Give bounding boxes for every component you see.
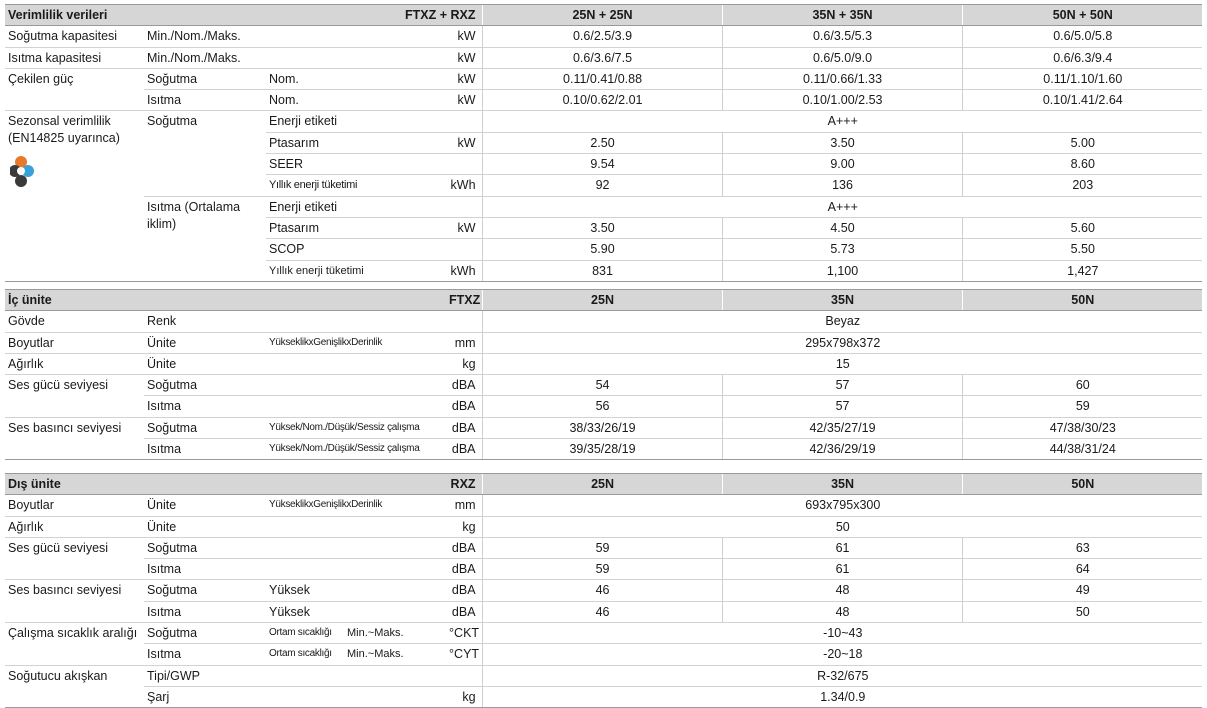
table-row: [5, 559, 1202, 580]
row-unit: dBA: [446, 396, 482, 417]
column-header: 35N + 35N: [722, 5, 962, 26]
table-row: [5, 26, 1202, 47]
table-row: [5, 439, 1202, 460]
cell-value: 8.60: [962, 154, 1202, 175]
column-header: 50N: [962, 290, 1202, 311]
cell-value: 59: [482, 537, 722, 558]
row-unit: °CKT: [446, 623, 482, 644]
cell-value: R-32/675: [482, 665, 1202, 686]
efficiency-model-label: FTXZ + RXZ: [446, 5, 482, 26]
column-header: 50N: [962, 474, 1202, 495]
cell-value: 92: [482, 175, 722, 196]
cell-value: 1.34/0.9: [482, 686, 1202, 707]
outdoor-unit-table: [5, 473, 1202, 708]
row-unit: kW: [446, 132, 482, 153]
cell-value: 49: [962, 580, 1202, 601]
row-sub: Yıllık enerji tüketimi: [266, 175, 446, 196]
row-unit: kWh: [446, 260, 482, 281]
table-row: [5, 332, 1202, 353]
outdoor-header-row: [5, 474, 1202, 495]
row-sub: Ptasarım: [266, 132, 446, 153]
efficiency-header-row: [5, 5, 1202, 26]
cell-value: 54: [482, 375, 722, 396]
table-row: [5, 537, 1202, 558]
row-unit: mm: [446, 332, 482, 353]
cell-value: 0.6/6.3/9.4: [962, 47, 1202, 68]
row-detail: Ortam sıcaklığı: [266, 623, 344, 644]
row-unit: kg: [446, 686, 482, 707]
table-row: [5, 601, 1202, 622]
cell-value: 1,427: [962, 260, 1202, 281]
row-unit: [446, 196, 482, 217]
row-sub: Renk: [144, 311, 446, 332]
row-label: Isıtma kapasitesi: [5, 47, 144, 68]
table-row: [5, 516, 1202, 537]
cell-value: 5.73: [722, 239, 962, 260]
cell-value: 46: [482, 580, 722, 601]
row-sub: Ünite: [144, 495, 266, 516]
cell-value: 3.50: [722, 132, 962, 153]
row-mode: Isıtma: [144, 559, 446, 580]
cell-value: 0.11/0.41/0.88: [482, 68, 722, 89]
row-unit: kW: [446, 90, 482, 111]
table-row: [5, 665, 1202, 686]
table-row: [5, 644, 1202, 665]
cell-value: 0.11/1.10/1.60: [962, 68, 1202, 89]
row-mode: Soğutma: [144, 623, 266, 644]
row-sub: Ünite: [144, 332, 266, 353]
cell-value: 61: [722, 559, 962, 580]
row-label: Çalışma sıcaklık aralığı: [5, 623, 144, 666]
row-unit: dBA: [446, 375, 482, 396]
cell-value: 60: [962, 375, 1202, 396]
row-unit: dBA: [446, 439, 482, 460]
row-detail: YükseklikxGenişlikxDerinlik: [266, 495, 446, 516]
table-row: [5, 396, 1202, 417]
cell-value: 0.10/1.00/2.53: [722, 90, 962, 111]
cell-value: Beyaz: [482, 311, 1202, 332]
column-header: 25N: [482, 290, 722, 311]
row-unit: [446, 239, 482, 260]
table-row: [5, 68, 1202, 89]
cell-value: 136: [722, 175, 962, 196]
row-sub: Şarj: [144, 686, 446, 707]
row-sub: Tipi/GWP: [144, 665, 446, 686]
table-row: [5, 417, 1202, 438]
indoor-header-row: [5, 290, 1202, 311]
row-detail: Yüksek/Nom./Düşük/Sessiz çalışma: [266, 417, 446, 438]
cell-value: 203: [962, 175, 1202, 196]
row-sub: Nom.: [266, 90, 446, 111]
cell-value: 0.11/0.66/1.33: [722, 68, 962, 89]
row-unit: [446, 154, 482, 175]
cell-value: 15: [482, 353, 1202, 374]
outdoor-model-label: RXZ: [446, 474, 482, 495]
cell-value: 57: [722, 375, 962, 396]
cell-value: 56: [482, 396, 722, 417]
cell-value: 46: [482, 601, 722, 622]
row-range: Min.~Maks.: [344, 644, 446, 665]
row-unit: kW: [446, 68, 482, 89]
row-detail: Yüksek/Nom./Düşük/Sessiz çalışma: [266, 439, 446, 460]
row-unit: [446, 111, 482, 132]
row-unit: dBA: [446, 601, 482, 622]
cell-value: 59: [482, 559, 722, 580]
row-unit: kWh: [446, 175, 482, 196]
row-sub: Enerji etiketi: [266, 196, 446, 217]
row-sub: SCOP: [266, 239, 446, 260]
cell-value: 5.00: [962, 132, 1202, 153]
row-label: Ses basıncı seviyesi: [5, 580, 144, 623]
cell-value: 63: [962, 537, 1202, 558]
table-row: [5, 196, 1202, 217]
row-sub: Yıllık enerji tüketimi: [266, 260, 446, 281]
row-label: Gövde: [5, 311, 144, 332]
cell-value: 64: [962, 559, 1202, 580]
table-row: [5, 580, 1202, 601]
row-sub: Ünite: [144, 516, 446, 537]
table-row: [5, 353, 1202, 374]
efficiency-title: Verimlilik verileri: [5, 5, 446, 26]
cell-value: 9.00: [722, 154, 962, 175]
row-unit: [446, 665, 482, 686]
energy-label-value: A+++: [482, 196, 1202, 217]
energy-label-value: A+++: [482, 111, 1202, 132]
column-header: 35N: [722, 290, 962, 311]
row-label: Soğutucu akışkan: [5, 665, 144, 708]
row-sub: Ptasarım: [266, 217, 446, 238]
row-unit: kW: [446, 26, 482, 47]
cell-value: 57: [722, 396, 962, 417]
row-unit: kW: [446, 47, 482, 68]
row-sub: Min./Nom./Maks.: [144, 47, 446, 68]
row-unit: kW: [446, 217, 482, 238]
seasonal-heating-mode: Isıtma (Ortalama iklim): [144, 196, 266, 281]
table-row: [5, 375, 1202, 396]
row-label: Boyutlar: [5, 332, 144, 353]
efficiency-table: [5, 4, 1202, 282]
row-mode: Isıtma: [144, 90, 266, 111]
cell-value: 42/36/29/19: [722, 439, 962, 460]
seasonal-efficiency-label: Sezonsal verimlilik (EN14825 uyarınca): [5, 111, 144, 281]
row-label: Ses gücü seviyesi: [5, 375, 144, 418]
cell-value: 0.6/3.5/5.3: [722, 26, 962, 47]
row-sub: Enerji etiketi: [266, 111, 446, 132]
cell-value: 0.10/0.62/2.01: [482, 90, 722, 111]
table-row: [5, 90, 1202, 111]
column-header: 35N: [722, 474, 962, 495]
row-unit: [446, 311, 482, 332]
column-header: 50N + 50N: [962, 5, 1202, 26]
cell-value: 2.50: [482, 132, 722, 153]
cell-value: 48: [722, 580, 962, 601]
row-detail: YükseklikxGenişlikxDerinlik: [266, 332, 446, 353]
cell-value: 0.6/5.0/5.8: [962, 26, 1202, 47]
row-unit: dBA: [446, 559, 482, 580]
cell-value: 4.50: [722, 217, 962, 238]
row-unit: dBA: [446, 417, 482, 438]
cell-value: 0.10/1.41/2.64: [962, 90, 1202, 111]
cell-value: 59: [962, 396, 1202, 417]
cell-value: 44/38/31/24: [962, 439, 1202, 460]
row-label: Ses basıncı seviyesi: [5, 417, 144, 460]
cell-value: 5.60: [962, 217, 1202, 238]
cell-value: 693x795x300: [482, 495, 1202, 516]
cell-value: 9.54: [482, 154, 722, 175]
cell-value: 1,100: [722, 260, 962, 281]
row-sub: Nom.: [266, 68, 446, 89]
cell-value: 50: [482, 516, 1202, 537]
cell-value: 0.6/3.6/7.5: [482, 47, 722, 68]
row-label: Boyutlar: [5, 495, 144, 516]
row-sub: Min./Nom./Maks.: [144, 26, 446, 47]
row-mode: Soğutma: [144, 580, 266, 601]
table-row: [5, 495, 1202, 516]
table-row: [5, 111, 1202, 132]
outdoor-title: Dış ünite: [5, 474, 446, 495]
row-mode: Isıtma: [144, 396, 446, 417]
table-row: [5, 686, 1202, 707]
cell-value: 38/33/26/19: [482, 417, 722, 438]
cell-value: 5.90: [482, 239, 722, 260]
cell-value: 47/38/30/23: [962, 417, 1202, 438]
table-row: [5, 47, 1202, 68]
cell-value: 831: [482, 260, 722, 281]
row-mode: Soğutma: [144, 417, 266, 438]
seasonal-cooling-mode: Soğutma: [144, 111, 266, 196]
row-mode: Soğutma: [144, 68, 266, 89]
cell-value: 3.50: [482, 217, 722, 238]
row-label: Çekilen güç: [5, 68, 144, 111]
cell-value: 5.50: [962, 239, 1202, 260]
indoor-title: İç ünite: [5, 290, 446, 311]
row-sub: Ünite: [144, 353, 446, 374]
row-unit: dBA: [446, 580, 482, 601]
cell-value: 61: [722, 537, 962, 558]
row-unit: mm: [446, 495, 482, 516]
row-unit: dBA: [446, 537, 482, 558]
column-header: 25N + 25N: [482, 5, 722, 26]
row-mode: Isıtma: [144, 644, 266, 665]
table-row: [5, 623, 1202, 644]
cell-value: 295x798x372: [482, 332, 1202, 353]
cell-value: 0.6/2.5/3.9: [482, 26, 722, 47]
row-unit: kg: [446, 353, 482, 374]
row-label: Ağırlık: [5, 516, 144, 537]
column-header: 25N: [482, 474, 722, 495]
indoor-model-label: FTXZ: [446, 290, 482, 311]
table-row: [5, 311, 1202, 332]
row-range: Min.~Maks.: [344, 623, 446, 644]
row-mode: Isıtma: [144, 439, 266, 460]
row-label: Ağırlık: [5, 353, 144, 374]
row-detail: Ortam sıcaklığı: [266, 644, 344, 665]
indoor-unit-table: [5, 289, 1202, 460]
row-mode: Soğutma: [144, 375, 446, 396]
row-unit: kg: [446, 516, 482, 537]
row-mode: Isıtma: [144, 601, 266, 622]
row-detail: Yüksek: [266, 580, 446, 601]
row-label: Ses gücü seviyesi: [5, 537, 144, 580]
cell-value: 39/35/28/19: [482, 439, 722, 460]
row-label: Soğutma kapasitesi: [5, 26, 144, 47]
seasonal-efficiency-logo-icon: [10, 153, 46, 193]
cell-value: 42/35/27/19: [722, 417, 962, 438]
row-mode: Soğutma: [144, 537, 446, 558]
row-unit: °CYT: [446, 644, 482, 665]
row-sub: SEER: [266, 154, 446, 175]
row-detail: Yüksek: [266, 601, 446, 622]
cell-value: -20~18: [482, 644, 1202, 665]
cell-value: -10~43: [482, 623, 1202, 644]
cell-value: 48: [722, 601, 962, 622]
cell-value: 50: [962, 601, 1202, 622]
cell-value: 0.6/5.0/9.0: [722, 47, 962, 68]
